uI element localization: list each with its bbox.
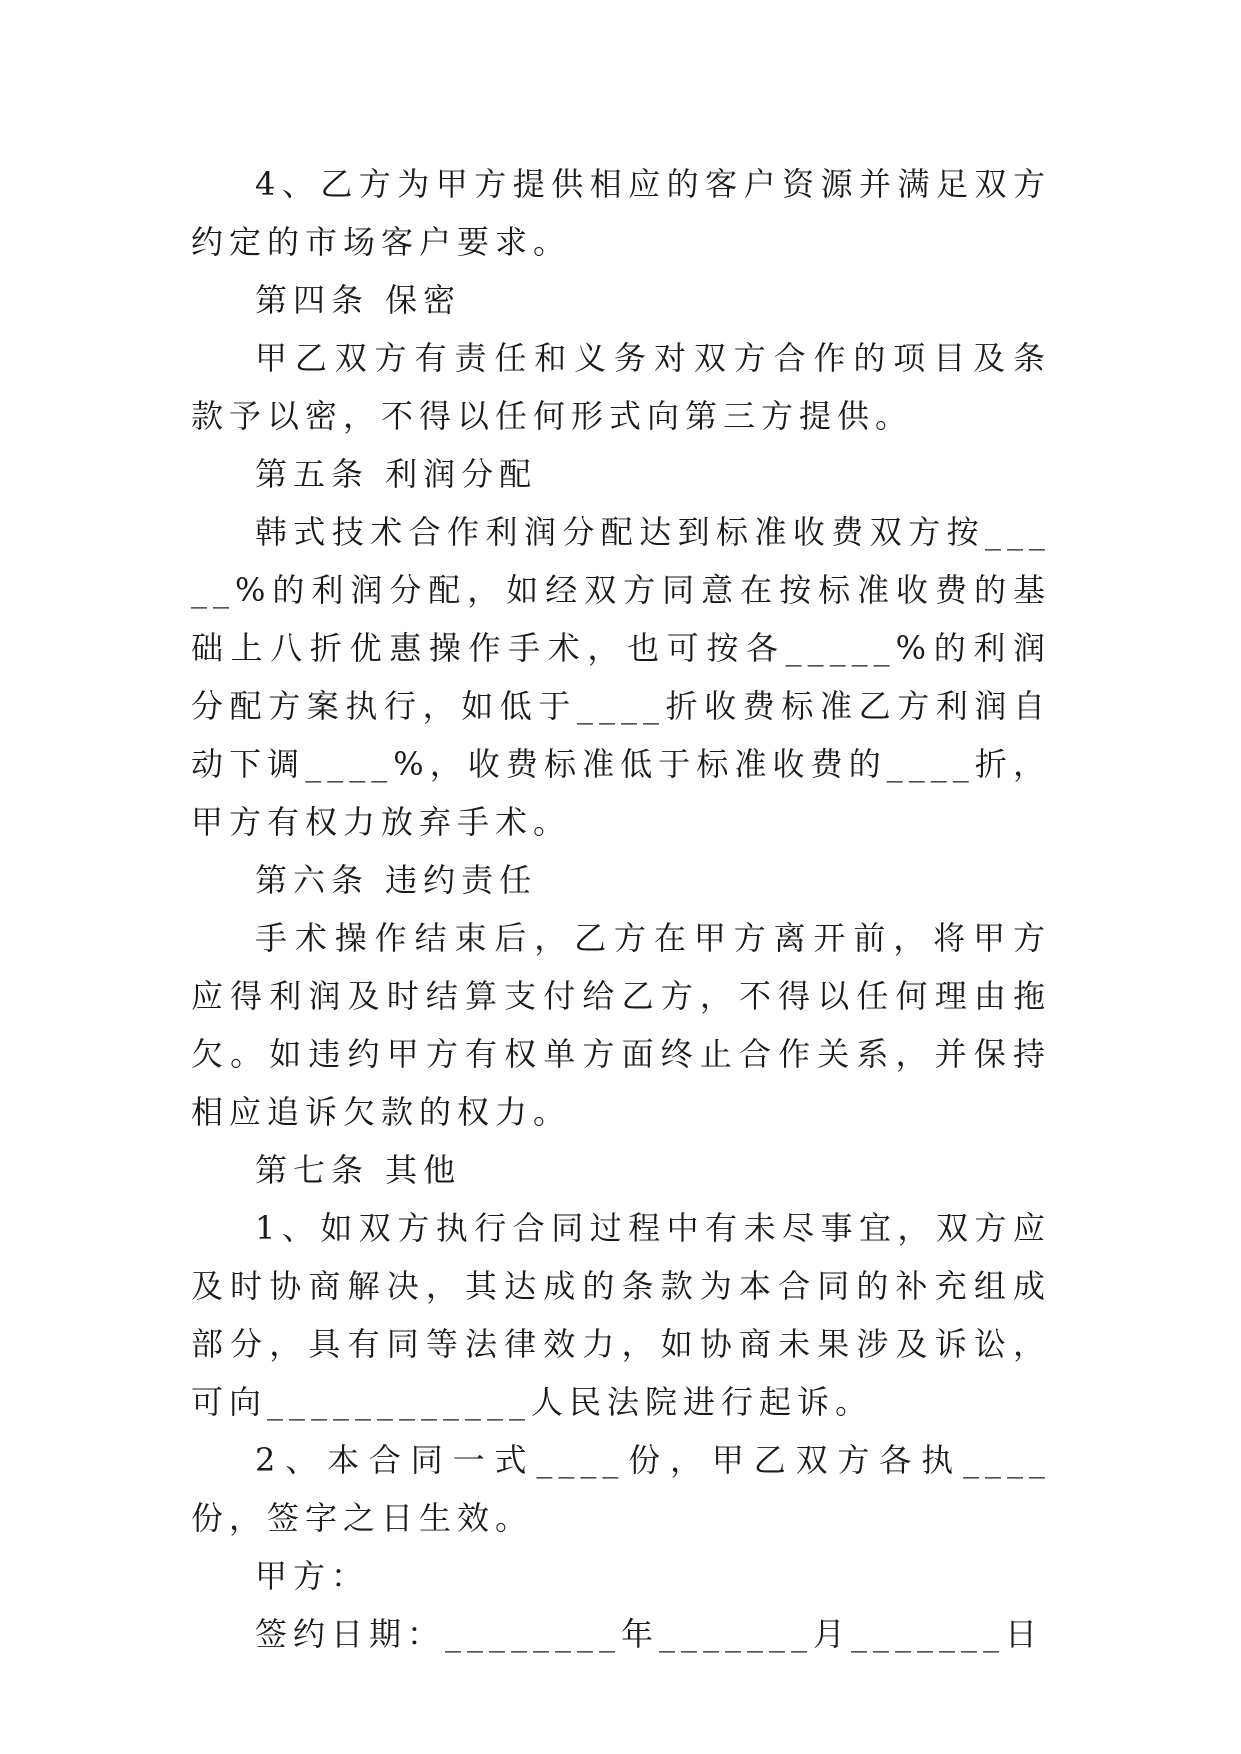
confidentiality-paragraph: 甲乙双方有责任和义务对双方合作的项目及条款予以密，不得以任何形式向第三方提供。 bbox=[191, 339, 1051, 435]
document-body bbox=[191, 155, 1051, 1663]
breach-liability-paragraph: 手术操作结束后，乙方在甲方离开前，将甲方应得利润及时结算支付给乙方，不得以任何理由拖欠。如违约甲方有权单方面终止合作关系，并保持相应追诉欠款的权力。 bbox=[191, 919, 1051, 1131]
signing-date-line: 签约日期：________年_______月_______日 bbox=[255, 1615, 1044, 1653]
profit-distribution-paragraph: 韩式技术合作利润分配达到标准收费双方按_____%的利润分配，如经双方同意在按标准收费的基础上八折优惠操作手术，也可按各_____%的利润分配方案执行，如低于____折收费标准乙方利润自动下调____%，收费标准低于标准收费的____折，甲方有权力放弃手术。 bbox=[191, 513, 1051, 841]
other-clause-2: 2、本合同一式____份，甲乙双方各执____份，签字之日生效。 bbox=[191, 1441, 1051, 1537]
party-a-signature-line: 甲方： bbox=[255, 1557, 370, 1595]
article-5-heading: 第五条 利润分配 bbox=[255, 455, 538, 493]
article-6-heading: 第六条 违约责任 bbox=[255, 861, 538, 899]
article-7-heading: 第七条 其他 bbox=[255, 1151, 462, 1189]
other-clause-1: 1、如双方执行合同过程中有未尽事宜，双方应及时协商解决，其达成的条款为本合同的补充组成部分，具有同等法律效力，如协商未果涉及诉讼，可向____________人民法院进行起诉。 bbox=[191, 1209, 1051, 1421]
clause-4-customer-resources: 4、乙方为甲方提供相应的客户资源并满足双方约定的市场客户要求。 bbox=[191, 165, 1051, 261]
article-4-heading: 第四条 保密 bbox=[255, 281, 462, 319]
